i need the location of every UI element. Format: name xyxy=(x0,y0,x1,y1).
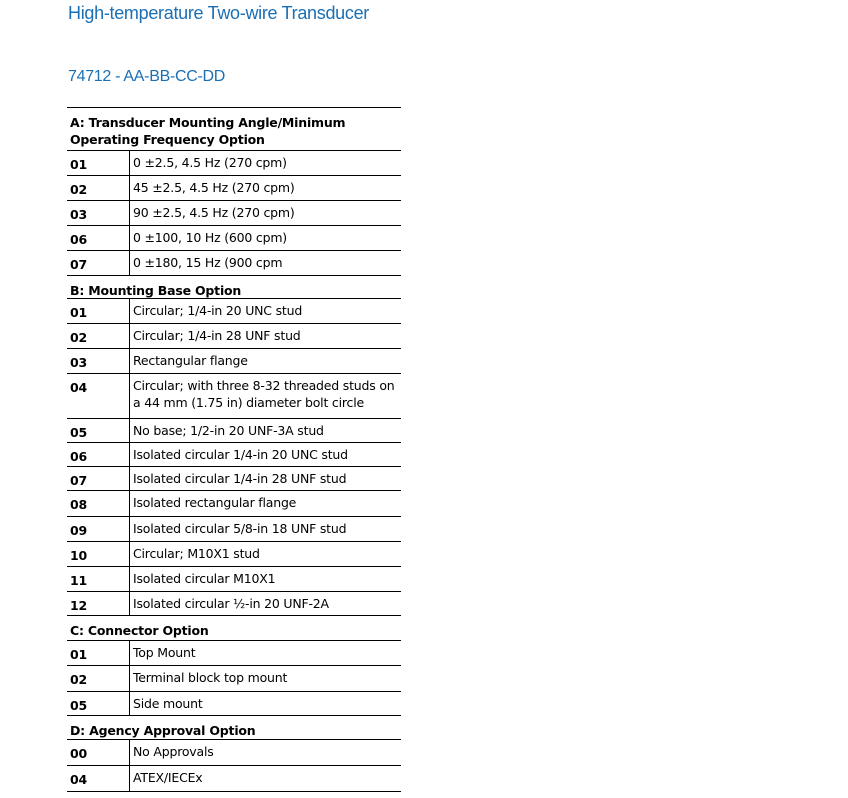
option-row xyxy=(67,467,401,491)
option-code: 05 xyxy=(70,425,87,440)
option-description: Circular; M10X1 stud xyxy=(129,542,401,566)
option-code: 00 xyxy=(70,746,87,761)
option-description: Top Mount xyxy=(129,641,401,665)
option-description: 0 ±2.5, 4.5 Hz (270 cpm) xyxy=(129,151,401,175)
option-description: Circular; 1/4-in 28 UNF stud xyxy=(129,324,401,348)
option-code: 04 xyxy=(70,380,87,395)
option-row xyxy=(67,151,401,176)
option-code: 03 xyxy=(70,207,87,222)
option-row xyxy=(67,299,401,324)
option-row xyxy=(67,641,401,666)
option-code: 04 xyxy=(70,772,87,787)
option-code: 09 xyxy=(70,523,87,538)
option-code: 05 xyxy=(70,698,87,713)
option-description: Isolated circular 1/4-in 28 UNF stud xyxy=(129,467,401,490)
option-description: Terminal block top mount xyxy=(129,666,401,691)
option-code: 01 xyxy=(70,157,87,172)
option-code: 01 xyxy=(70,305,87,320)
option-row xyxy=(67,692,401,716)
option-description: Rectangular flange xyxy=(129,349,401,373)
option-description: Side mount xyxy=(129,692,401,715)
option-row xyxy=(67,517,401,542)
option-description: No Approvals xyxy=(129,740,401,765)
option-description: Isolated circular M10X1 xyxy=(129,567,401,591)
section-heading: A: Transducer Mounting Angle/Minimum Operating Frequency Option xyxy=(67,108,401,151)
option-code: 07 xyxy=(70,473,87,488)
option-description: Circular; with three 8-32 threaded studs on a 44 mm (1.75 in) diameter bolt circle xyxy=(129,374,401,418)
option-description: Isolated rectangular flange xyxy=(129,491,401,516)
option-description: Isolated circular ½-in 20 UNF-2A xyxy=(129,592,401,615)
option-code: 12 xyxy=(70,598,87,613)
section-heading: D: Agency Approval Option xyxy=(67,716,401,740)
option-code: 02 xyxy=(70,330,87,345)
option-row xyxy=(67,766,401,792)
option-code: 06 xyxy=(70,449,87,464)
option-row xyxy=(67,666,401,692)
option-code: 06 xyxy=(70,232,87,247)
option-description: ATEX/IECEx xyxy=(129,766,401,791)
option-description: No base; 1/2-in 20 UNF-3A stud xyxy=(129,419,401,442)
option-code: 07 xyxy=(70,257,87,272)
option-description: 90 ±2.5, 4.5 Hz (270 cpm) xyxy=(129,201,401,225)
option-row xyxy=(67,349,401,374)
option-row xyxy=(67,374,401,419)
option-row xyxy=(67,419,401,443)
section-heading: C: Connector Option xyxy=(67,616,401,641)
option-code: 11 xyxy=(70,573,87,588)
option-row xyxy=(67,491,401,517)
page-title: High-temperature Two-wire Transducer xyxy=(68,3,369,23)
option-row xyxy=(67,324,401,349)
option-row xyxy=(67,567,401,592)
option-description: Isolated circular 1/4-in 20 UNC stud xyxy=(129,443,401,466)
model-number: 74712 - AA-BB-CC-DD xyxy=(68,68,226,85)
option-description: 0 ±100, 10 Hz (600 cpm) xyxy=(129,226,401,250)
option-row xyxy=(67,542,401,567)
option-code: 08 xyxy=(70,497,87,512)
option-code: 02 xyxy=(70,182,87,197)
option-row xyxy=(67,443,401,467)
option-code: 02 xyxy=(70,672,87,687)
option-row xyxy=(67,176,401,201)
options-table xyxy=(67,107,401,792)
option-row xyxy=(67,251,401,276)
option-row xyxy=(67,226,401,251)
option-description: 45 ±2.5, 4.5 Hz (270 cpm) xyxy=(129,176,401,200)
option-row xyxy=(67,592,401,616)
option-code: 03 xyxy=(70,355,87,370)
option-description: 0 ±180, 15 Hz (900 cpm xyxy=(129,251,401,275)
option-row xyxy=(67,201,401,226)
option-code: 01 xyxy=(70,647,87,662)
option-row xyxy=(67,740,401,766)
option-description: Circular; 1/4-in 20 UNC stud xyxy=(129,299,401,323)
option-code: 10 xyxy=(70,548,87,563)
section-heading: B: Mounting Base Option xyxy=(67,276,401,299)
option-description: Isolated circular 5/8-in 18 UNF stud xyxy=(129,517,401,541)
